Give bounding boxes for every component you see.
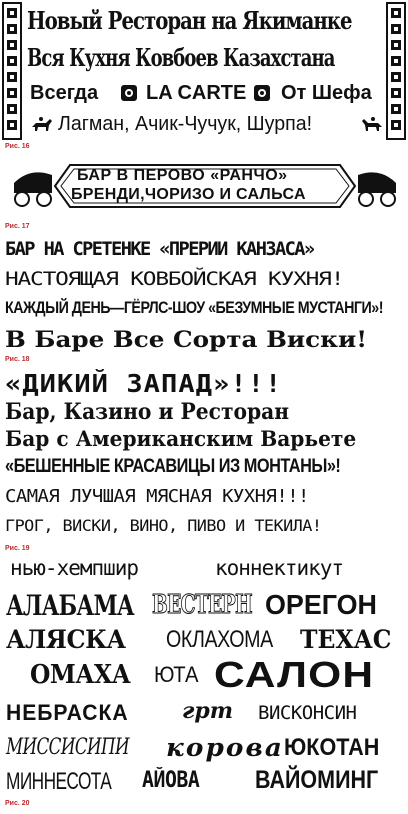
fig16-line-1: Новый Ресторан на Якиманке (27, 6, 352, 35)
fig16-line-2: Вся Кухня Ковбоев Казахстана (27, 43, 335, 72)
covered-wagon-icon (14, 172, 52, 206)
fig19-caption: Рис. 19 (5, 545, 30, 552)
fig18-caption: Рис. 18 (5, 356, 30, 363)
fig17-line-2: БРЕНДИ,ЧОРИЗО И САЛЬСА (71, 186, 306, 203)
fig20-word: АЛАБАМА (6, 589, 134, 622)
fig20-word: АЙОВА (142, 768, 200, 793)
fig20-caption: Рис. 20 (5, 800, 30, 807)
fig20-word: АЛЯСКА (6, 625, 126, 654)
ornament-border-left (2, 2, 22, 140)
fig20-word: ВАЙОМИНГ (255, 766, 379, 794)
fig18-line-4: В Баре Все Сорта Виски! (5, 327, 368, 353)
fig20-word: корова (166, 733, 284, 762)
fig19-line-4: «БЕШЕННЫЕ КРАСАВИЦЫ ИЗ МОНТАНЫ»! (5, 456, 341, 477)
fig19-line-2: Бар, Казино и Ресторан (5, 399, 290, 425)
fig16-line-3c: От Шефа (281, 82, 372, 104)
fig20-word: ЮКОТАН (284, 734, 380, 761)
ornament-border-right (386, 2, 406, 140)
fig20-word: ОКЛАХОМА (166, 626, 273, 653)
fig20-word: ТЕХАС (300, 625, 392, 654)
fig20-word: ОМАХА (30, 660, 131, 690)
fig18-line-1: БАР НА СРЕТЕНКЕ «ПРЕРИИ КАНЗАСА» (5, 238, 314, 260)
fig19-line-3: Бар с Американским Варьете (5, 426, 357, 451)
fig20-word: нью-хемпшир (10, 556, 139, 580)
fig16-line-3b: LA CARTE (146, 82, 247, 104)
fig17-caption: Рис. 17 (5, 223, 30, 230)
fig19-line-5: САМАЯ ЛУЧШАЯ МЯСНАЯ КУХНЯ!!! (5, 486, 309, 507)
fig20-word: МИССИСИПИ (6, 735, 129, 760)
fig20-word: ЮТА (154, 662, 199, 687)
fig20-word: ВЕСТЕРН (152, 590, 252, 620)
fig17-line-1: БАР В ПЕРОВО «РАНЧО» (77, 167, 288, 184)
fig19-line-6: ГРОГ, ВИСКИ, ВИНО, ПИВО И ТЕКИЛА! (5, 516, 322, 535)
fig16-line-3a: Всегда (30, 82, 99, 104)
fig18-line-3: КАЖДЫЙ ДЕНЬ—ГЁРЛС-ШОУ «БЕЗУМНЫЕ МУСТАНГИ»! (5, 298, 383, 317)
fig20-word: ОРЕГОН (265, 589, 377, 620)
covered-wagon-icon (358, 172, 396, 206)
fig20-word: САЛОН (214, 654, 375, 695)
fig20-word: коннектикут (215, 556, 344, 580)
fig18-line-2: НАСТОЯЩАЯ КОВБОЙСКАЯ КУХНЯ! (5, 268, 344, 290)
fig20-word: МИННЕСОТА (6, 768, 112, 795)
fig19-line-1: «ДИКИЙ ЗАПАД»!!! (5, 369, 283, 398)
fig20-word: ВИСКОНСИН (258, 702, 357, 724)
horse-rider-icon (360, 115, 384, 133)
horse-rider-icon (30, 115, 54, 133)
fig20-word: грт (182, 698, 234, 724)
medallion-icon (253, 84, 271, 102)
fig16-line-4: Лагман, Ачик-Чучук, Шурпа! (58, 113, 313, 135)
fig20-word: НЕБРАСКА (6, 700, 129, 725)
fig16-caption: Рис. 16 (5, 143, 30, 150)
medallion-icon (120, 84, 138, 102)
